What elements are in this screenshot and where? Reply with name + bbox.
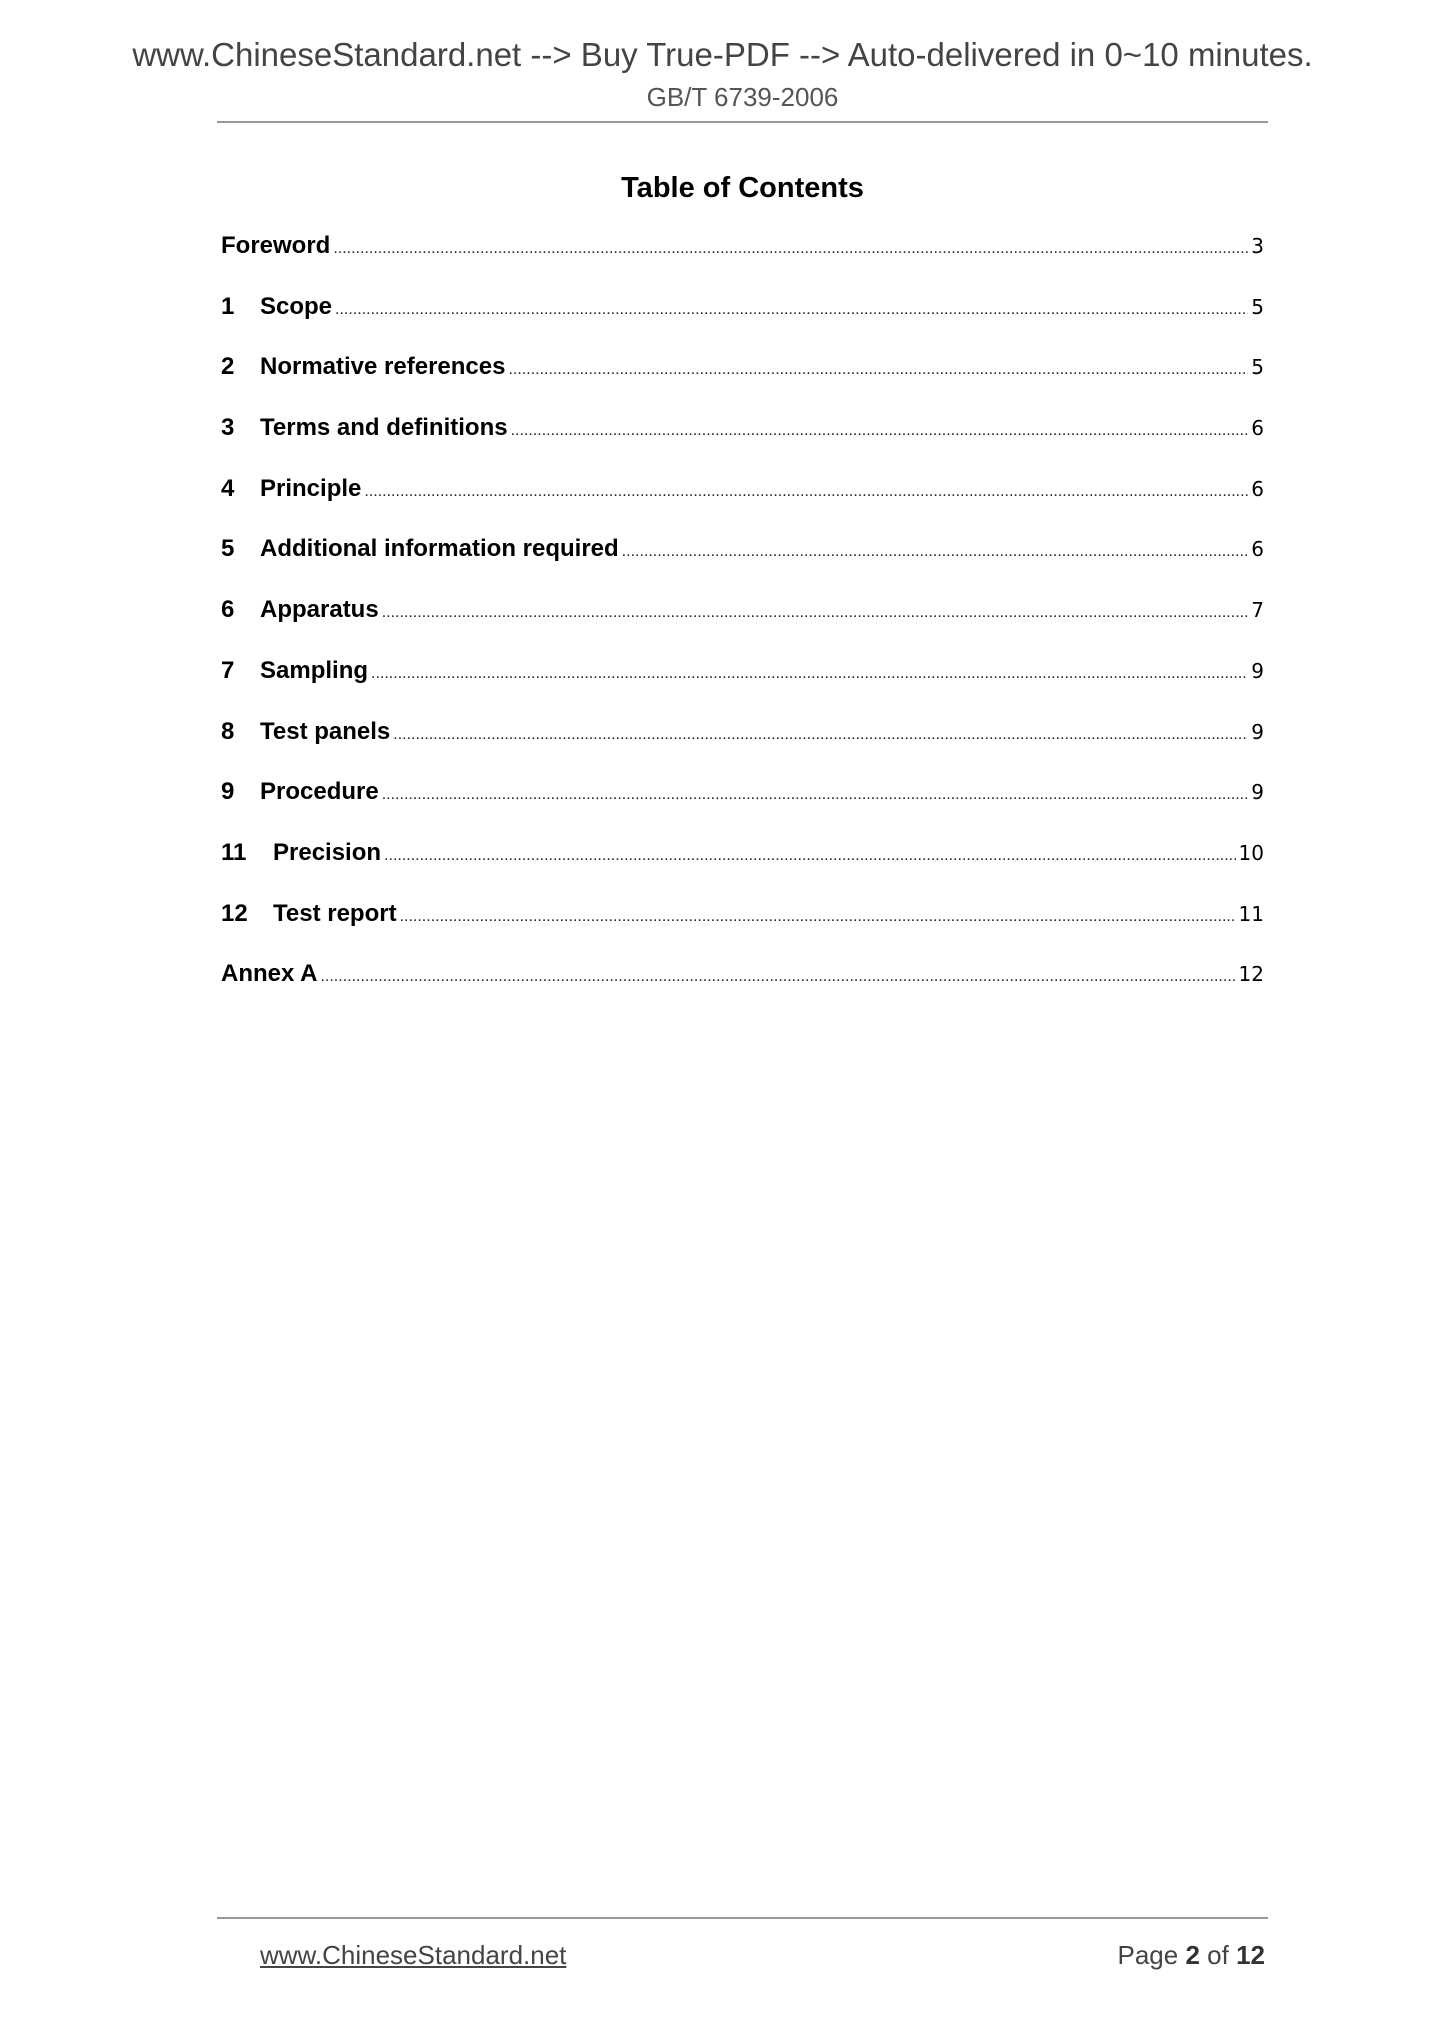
- toc-entry-label: Additional information required: [260, 535, 619, 563]
- toc-entry-label: Precision: [273, 838, 382, 866]
- toc-entry-page: 6: [1251, 476, 1264, 501]
- page-word: Page: [1117, 1940, 1179, 1970]
- toc-entry-page: 7: [1251, 598, 1264, 623]
- toc-entry-page: 6: [1251, 416, 1264, 441]
- dot-leader: [382, 604, 1249, 622]
- dot-leader: [371, 665, 1248, 683]
- toc-entry-number: 3: [221, 414, 235, 442]
- toc-entry-number: 11: [221, 838, 247, 866]
- toc-entry-number: 5: [221, 535, 235, 563]
- toc-entry[interactable]: [221, 839, 1264, 900]
- toc-entry-label: Procedure: [260, 778, 379, 806]
- toc-entry-number: 1: [221, 292, 235, 320]
- toc-entry-number: 2: [221, 353, 235, 381]
- toc-entry[interactable]: [221, 232, 1264, 293]
- toc-entry-page: 6: [1251, 537, 1264, 562]
- dot-leader: [400, 908, 1236, 926]
- toc-entry-page: 9: [1251, 780, 1264, 805]
- page-current: 2: [1185, 1940, 1200, 1970]
- footer-link[interactable]: www.ChineseStandard.net: [260, 1940, 567, 1970]
- toc-entry-number: 4: [221, 474, 235, 502]
- toc-entry-page: 5: [1251, 294, 1264, 319]
- toc-entry-label: Scope: [260, 292, 333, 320]
- dot-leader: [333, 240, 1248, 258]
- toc-entry[interactable]: [221, 657, 1264, 718]
- toc-entry-label: Sampling: [260, 656, 369, 684]
- toc-entry[interactable]: [221, 778, 1264, 839]
- dot-leader: [335, 301, 1248, 319]
- toc-entry-page: 12: [1238, 962, 1264, 987]
- page-indicator: [1117, 1940, 1265, 1971]
- toc-entry[interactable]: [221, 535, 1264, 596]
- toc-entry-page: 11: [1238, 901, 1264, 926]
- toc-entry-label: Apparatus: [260, 596, 379, 624]
- dot-leader: [622, 543, 1249, 561]
- toc-entry[interactable]: [221, 960, 1264, 1021]
- toc-entry-label: Test panels: [260, 717, 391, 745]
- toc-entry[interactable]: [221, 353, 1264, 414]
- header-divider: [217, 121, 1268, 123]
- footer-divider: [217, 1917, 1268, 1919]
- toc-entry-label: Principle: [260, 474, 362, 502]
- toc-entry-page: 10: [1238, 840, 1264, 865]
- toc-entry[interactable]: [221, 414, 1264, 475]
- dot-leader: [364, 483, 1248, 501]
- toc-entry-page: 5: [1251, 355, 1264, 380]
- dot-leader: [384, 847, 1236, 865]
- page-title: Table of Contents: [621, 172, 864, 204]
- dot-leader: [511, 422, 1249, 440]
- toc-entry-page: 9: [1251, 658, 1264, 683]
- toc-entry-label: Terms and definitions: [260, 414, 508, 442]
- toc-entry[interactable]: [221, 293, 1264, 354]
- toc-entry-number: 12: [221, 899, 248, 927]
- toc-entry[interactable]: [221, 900, 1264, 961]
- toc-entry-number: 7: [221, 656, 235, 684]
- toc-entry-label: Annex A: [221, 960, 318, 988]
- of-word: of: [1207, 1940, 1229, 1970]
- dot-leader: [508, 361, 1248, 379]
- toc-entry-page: 9: [1251, 719, 1264, 744]
- toc-entry-page: 3: [1251, 234, 1264, 258]
- dot-leader: [320, 968, 1235, 986]
- standard-number: GB/T 6739-2006: [646, 82, 839, 112]
- toc-entry[interactable]: [221, 718, 1264, 779]
- page-total: 12: [1236, 1940, 1265, 1970]
- dot-leader: [393, 726, 1248, 744]
- toc-entry[interactable]: [221, 596, 1264, 657]
- toc-entry-label: Foreword: [221, 232, 331, 259]
- toc-entry[interactable]: [221, 475, 1264, 536]
- dot-leader: [382, 786, 1249, 804]
- toc-entry-label: Test report: [273, 899, 397, 927]
- header-banner: www.ChineseStandard.net --> Buy True-PDF --> Auto-delivered in 0~10 minutes.: [132, 36, 1313, 73]
- toc-entry-number: 9: [221, 778, 235, 806]
- toc-entry-number: 8: [221, 717, 235, 745]
- toc-entry-number: 6: [221, 596, 235, 624]
- table-of-contents: [221, 232, 1264, 1021]
- toc-entry-label: Normative references: [260, 353, 506, 381]
